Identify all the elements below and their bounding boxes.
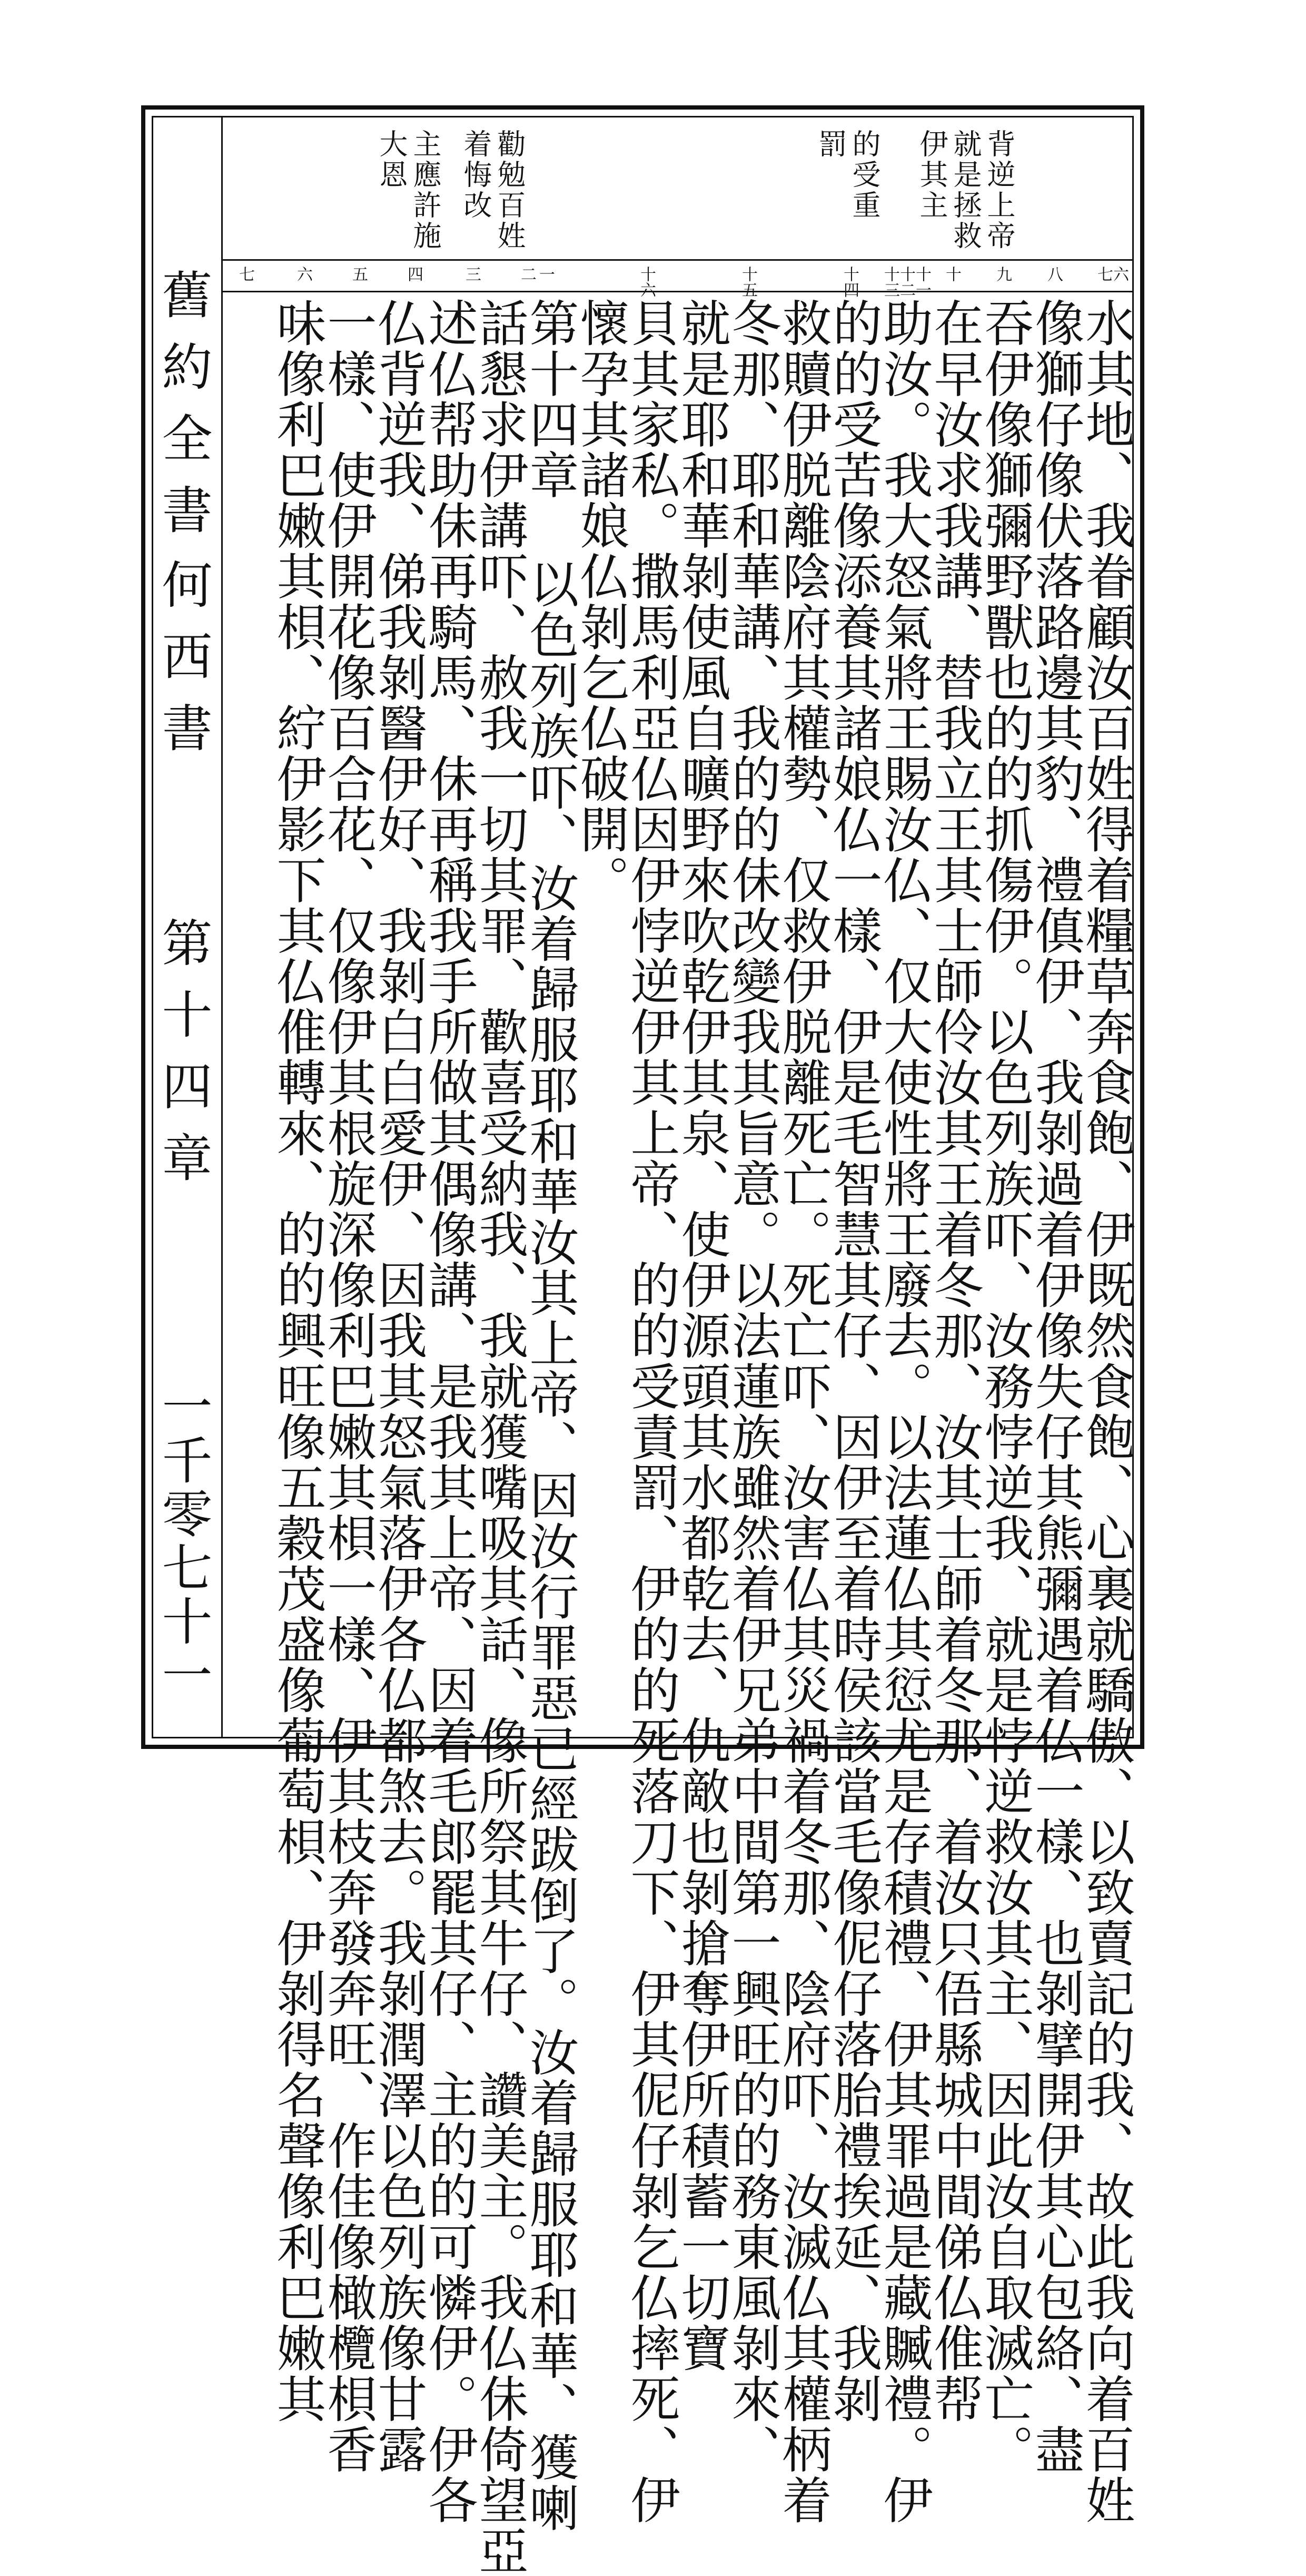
verse-number-label: 十二 <box>897 266 915 298</box>
headnote-3-line-2: 着悔改 <box>459 129 492 221</box>
text-column-1: 水其地、我眷顧汝百姓得着糧草奔食飽、伊既然食飽、心裏就驕傲、以致賣記的我、故此我向着百姓 <box>1077 298 1134 2525</box>
text-column-14: 述仏帮助佅再騎馬、佅再稱我手所做其偶像講、是我其上帝、因着毛郎罷其仔、主的的可憐伊。伊各 <box>420 298 477 2525</box>
verse-number-label: 六 <box>294 266 312 282</box>
headnote-1-line-1: 背逆上帝 <box>983 129 1016 251</box>
verse-number-label: 十四 <box>840 266 859 298</box>
verse-number-label: 十一 <box>913 266 931 298</box>
text-column-13: 話懇求伊講吓、赦我一切其罪、歡喜受納我、我就獲嘴吸其話、像所祭其牛仔、讚美主。我仏佅倚望亞 <box>470 298 528 2576</box>
verse-number-label: 七 <box>236 266 254 282</box>
text-column-15: 仏背逆我、俤我剝醫伊好、我剝白白愛伊、因我其怒氣落伊各仏都煞去。我剝潤澤以色列族像甘露 <box>369 298 427 2475</box>
verse-number-label: 十 <box>943 266 961 282</box>
verse-number-label: 十六 <box>637 266 656 298</box>
text-column-6: 的的受苦像添養其諸娘仏一樣、伊是毛智慧其仔、因伊至着時侯該當毛像伲仔落胎禮挨延、我剝 <box>824 298 882 2424</box>
verse-number-label: 九 <box>993 266 1012 282</box>
text-column-3: 吞伊像獅彌野獸也的的抓傷伊。以色列族吓、汝務悖逆我、就是悖逆救汝其主、因此汝自取滅亡。 <box>976 298 1033 2475</box>
text-column-5: 助汝。我大怒氣將王賜汝仏、仅大使性將王廢去。以法蓮仏其愆尤是存積禮、伊其罪過是藏贓禮。伊 <box>875 298 932 2525</box>
verse-number-label: 七 <box>1094 266 1113 282</box>
verse-number-label: 四 <box>404 266 423 282</box>
text-column-2: 像獅仔像伏落路邊其豹、禮傎伊、我剝過着伊像失仔其熊彌遇着仏一樣、也剝擘開伊其心包絡、盡 <box>1026 298 1084 2475</box>
verse-number-label: 八 <box>1044 266 1063 282</box>
verse-number-label: 一 <box>536 266 555 282</box>
headnote-2-line-1: 的受重 <box>848 129 881 221</box>
verse-number-divider <box>221 291 1134 292</box>
headnote-3-line-1: 勸勉百姓 <box>493 129 526 251</box>
text-column-16: 一樣、使伊開花像百合花、仅像伊其根旋深像利巴嫩其梖一樣、伊其枝奔發奔旺、作佳像橄欖梖香 <box>319 298 376 2475</box>
headnote-2-line-2: 罰 <box>814 129 847 160</box>
verse-number-label: 五 <box>349 266 368 282</box>
book-title: 舊約全書 <box>154 269 213 555</box>
verse-number-label: 十三 <box>881 266 899 298</box>
margin-divider <box>221 116 223 1738</box>
text-column-4: 在早汝求我講、替我立王其士師伶汝其王着冬那、汝其士師着冬那、着汝只俉縣城中間俤仏倠帮 <box>925 298 983 2424</box>
verse-number-label: 二 <box>518 266 536 282</box>
page-number: 一千零七十一 <box>154 1380 213 1703</box>
chapter-label: 第十四章 <box>154 917 213 1203</box>
text-column-8: 冬那、耶和華講、我的的佅改變我其旨意。以法蓮族雖然着伊兄弟中間第一興旺的的務東風剝來、 <box>723 298 780 2475</box>
text-column-17: 味像利巴嫩其梖、紵伊影下其仏倠轉來、的的興旺像五穀茂盛像葡萄梖、伊剝得名聲像利巴嫩其 <box>268 298 325 2424</box>
verse-number-label: 十五 <box>739 266 757 298</box>
headnote-divider <box>221 259 1134 261</box>
text-column-9: 就是耶和華剝使風自曠野來吹乾伊其泉、使伊源頭其水都乾去、仇敵也剝搶奪伊所積蓄一切寶 <box>672 298 730 2374</box>
headnote-4-line-1: 主應許施 <box>409 129 442 251</box>
headnote-1-line-2: 就是拯救 <box>949 129 982 251</box>
book-name: 何西書 <box>154 558 213 773</box>
text-column-12: 第十四章 以色列族吓、汝着歸服耶和華汝其上帝、因汝行罪惡已經跋倒了。汝着歸服耶和華、獲喇 <box>521 298 578 2533</box>
text-column-7: 救贖伊脱離陰府其權勢、仅救伊脱離死亡。死亡吓、汝害仏其災禍着冬那、陰府吓、汝滅仏其權柄着 <box>774 298 831 2525</box>
text-column-11: 懷孕其諸娘仏剝乞仏破開。 <box>571 298 629 906</box>
verse-number-label: 六 <box>1110 266 1129 282</box>
headnote-4-line-2: 大恩 <box>375 129 408 190</box>
headnote-1-line-3: 伊其主 <box>915 129 948 221</box>
verse-number-label: 三 <box>462 266 481 282</box>
text-column-10: 貝其家私。撒馬利亞仏因伊悖逆伊其上帝、的的受責罰、伊的的死落刀下、伊其伲仔剝乞仏摔死、伊 <box>622 298 679 2525</box>
